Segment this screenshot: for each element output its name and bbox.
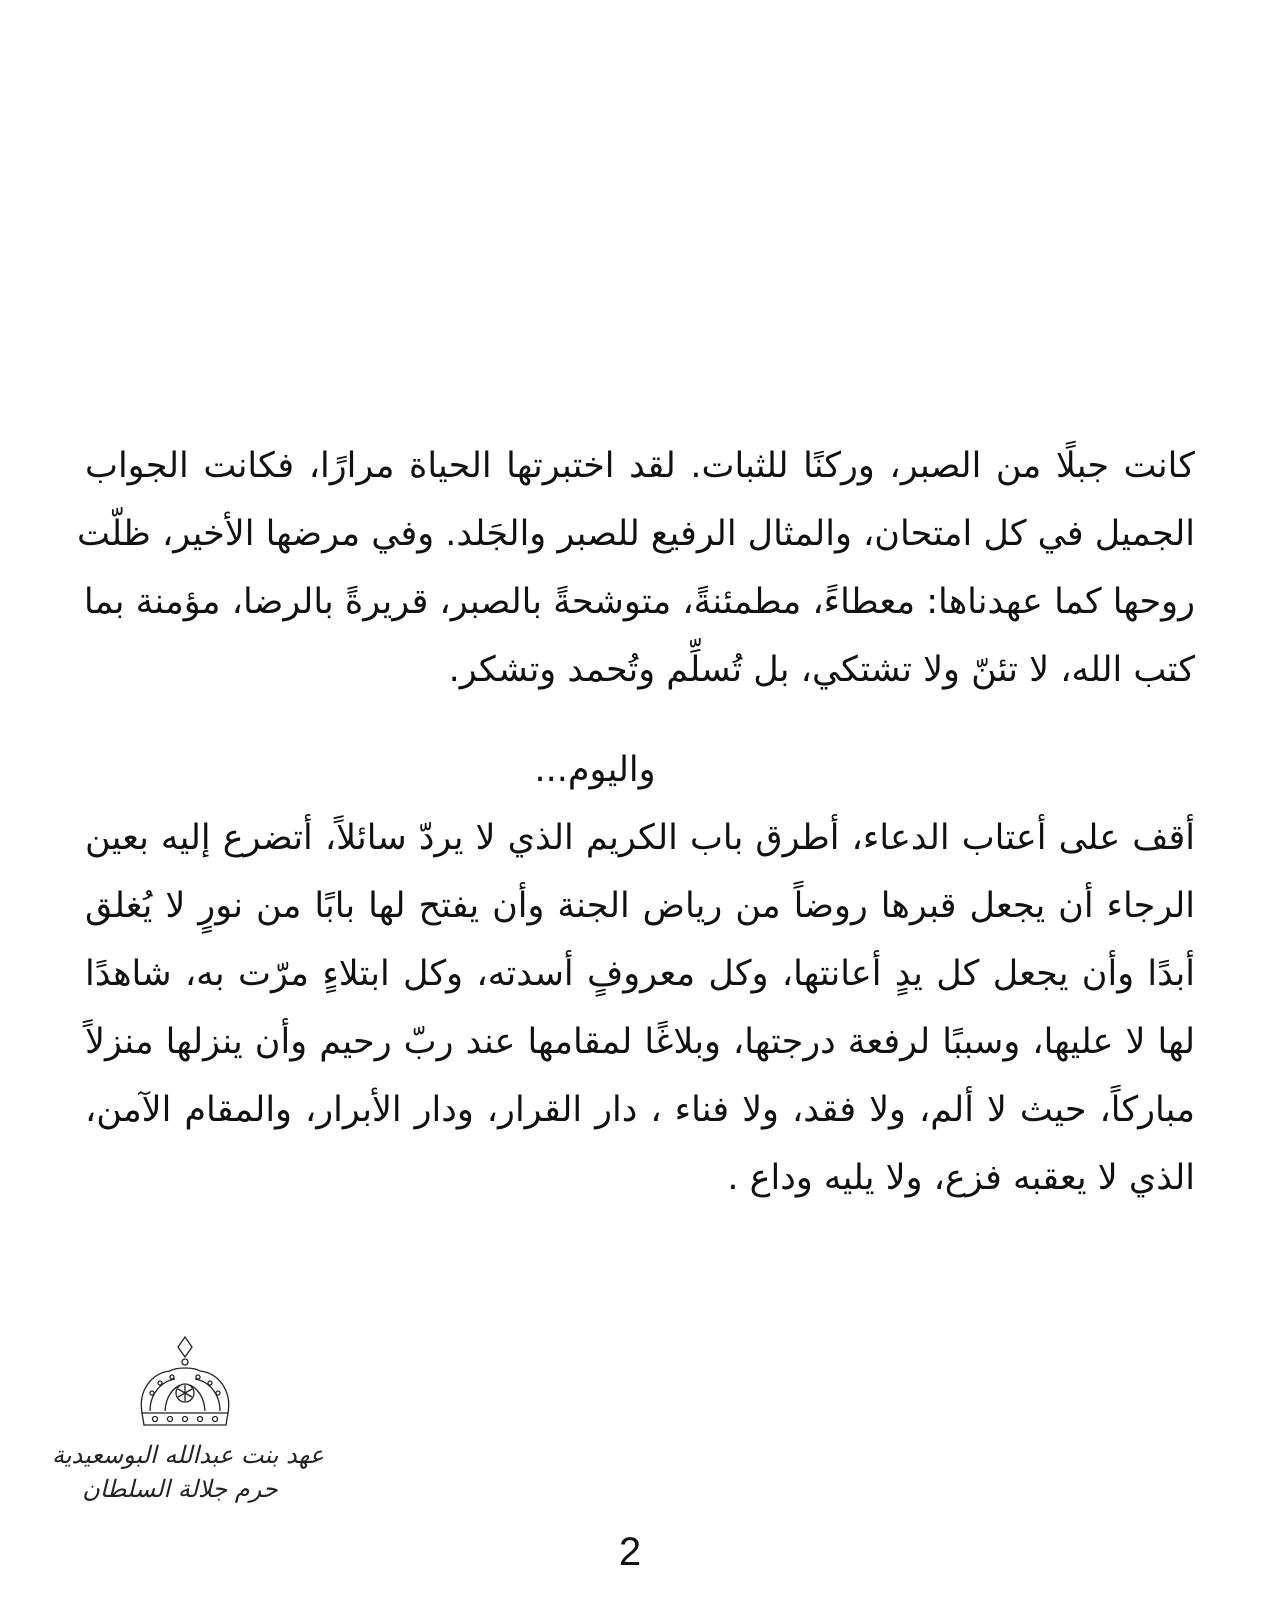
signature-line-1: عهد بنت عبدالله البوسعيدية — [51, 1441, 325, 1469]
signature-emblem — [51, 1335, 325, 1535]
paragraph-line: الرجاء أن يجعل قبرها روضاً من رياض الجنة وأن يفتح لها بابًا من نورٍ لا يُغلق — [85, 886, 1195, 926]
royal-crown-emblem-icon — [141, 1337, 228, 1425]
signature-line-2: حرم جلالة السلطان — [82, 1475, 278, 1503]
paragraph-line: لها لا عليها، وسببًا لرفعة درجتها، وبلاغًا لمقامها عند ربّ رحيم وأن ينزلها منزلاً — [85, 1022, 1195, 1062]
paragraph-line: أبدًا وأن يجعل كل يدٍ أعانتها، وكل معروفٍ أسدته، وكل ابتلاءٍ مرّت به، شاهدًا — [85, 954, 1195, 994]
paragraph-2 — [85, 736, 1195, 1212]
paragraph-line: الذي لا يعقبه فزع، ولا يليه وداع . — [727, 1158, 1195, 1198]
paragraph-line: مباركاً، حيث لا ألم، ولا فقد، ولا فناء ، دار القرار، ودار الأبرار، والمقام الآمن، — [85, 1090, 1195, 1130]
paragraph-1 — [77, 432, 1195, 704]
section-heading: واليوم... — [534, 750, 656, 790]
paragraph-line: أقف على أعتاب الدعاء، أطرق باب الكريم الذي لا يردّ سائلاً، أتضرع إليه بعين — [85, 818, 1195, 858]
paragraph-line: كتب الله، لا تئنّ ولا تشتكي، بل تُسلِّم وتُحمد وتشكر. — [448, 650, 1195, 690]
paragraph-line: الجميل في كل امتحان، والمثال الرفيع للصبر والجَلد. وفي مرضها الأخير، ظلّت — [77, 514, 1195, 554]
page-number: 2 — [618, 1530, 642, 1574]
paragraph-line: كانت جبلًا من الصبر، وركنًا للثبات. لقد اختبرتها الحياة مرارًا، فكانت الجواب — [85, 446, 1195, 486]
paragraph-line: روحها كما عهدناها: معطاءً، مطمئنةً، متوشحةً بالصبر، قريرةً بالرضا، مؤمنة بما — [83, 582, 1195, 622]
